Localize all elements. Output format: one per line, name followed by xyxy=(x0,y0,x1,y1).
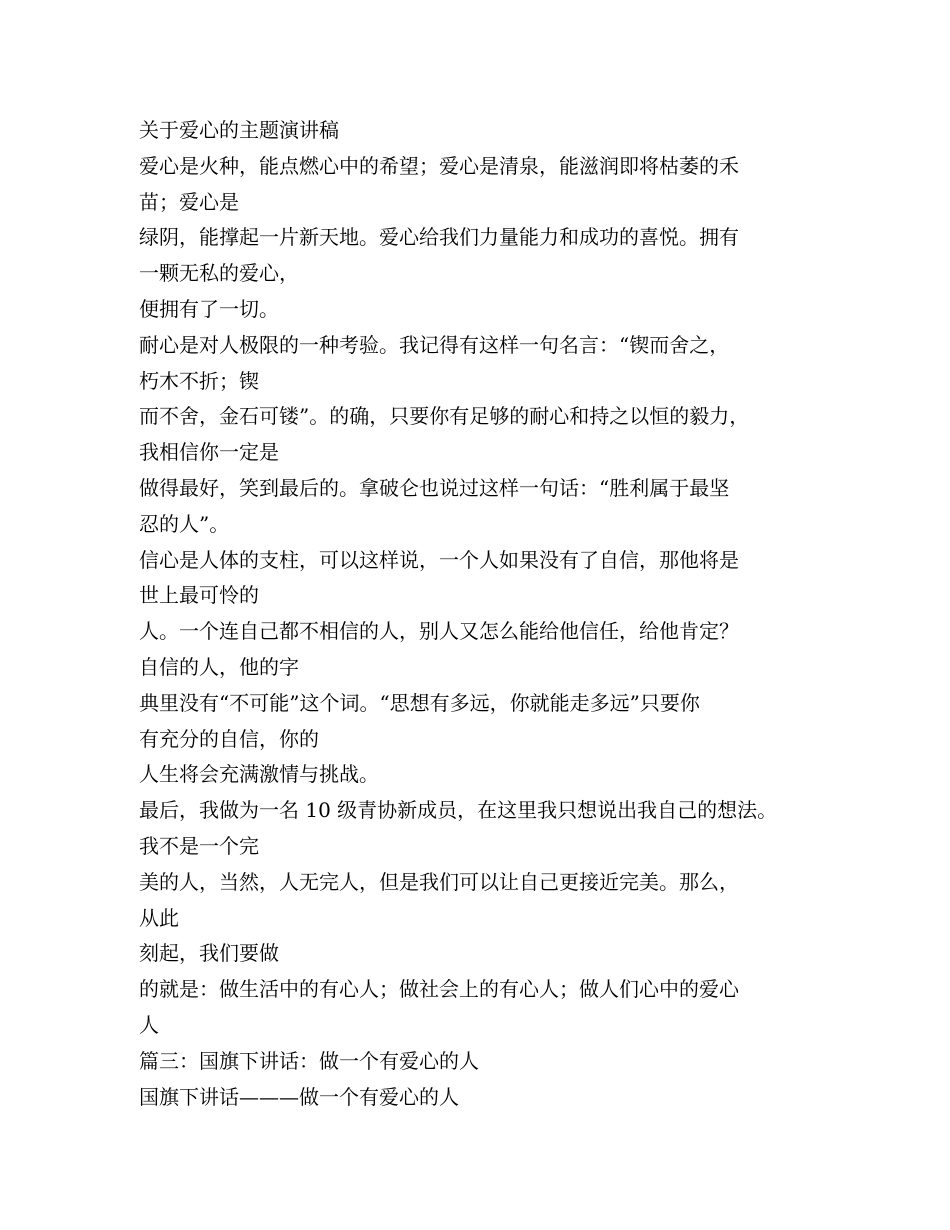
text-line: 人。一个连自己都不相信的人，别人又怎么能给他信任，给他肯定？ xyxy=(139,619,739,644)
text-line: 忍的人”。 xyxy=(139,511,230,536)
text-line: 人 xyxy=(139,1012,159,1037)
text-line: 自信的人，他的字 xyxy=(139,654,299,679)
text-line: 我相信你一定是 xyxy=(139,440,279,465)
section-heading: 篇三：国旗下讲话：做一个有爱心的人 xyxy=(139,1048,479,1073)
text-line: 国旗下讲话———做一个有爱心的人 xyxy=(139,1084,459,1109)
text-line: 美的人，当然，人无完人，但是我们可以让自己更接近完美。那么， xyxy=(139,869,739,894)
text-line: 世上最可怜的 xyxy=(139,583,259,608)
text-line: 的就是：做生活中的有心人；做社会上的有心人；做人们心中的爱心 xyxy=(139,977,739,1002)
text-line: 苗；爱心是 xyxy=(139,189,239,214)
text-line: 绿阴，能撑起一片新天地。爱心给我们力量能力和成功的喜悦。拥有 xyxy=(139,225,739,250)
text-line: 耐心是对人极限的一种考验。我记得有这样一句名言：“锲而舍之， xyxy=(139,332,730,357)
text-line: 最后，我做为一名 10 级青协新成员，在这里我只想说出我自己的想法。 xyxy=(139,798,778,823)
text-line: 而不舍，金石可镂”。的确，只要你有足够的耐心和持之以恒的毅力， xyxy=(139,404,750,429)
text-line: 关于爱心的主题演讲稿 xyxy=(139,118,339,142)
text-line: 爱心是火种，能点燃心中的希望；爱心是清泉，能滋润即将枯萎的禾 xyxy=(139,153,739,178)
text-line: 从此 xyxy=(139,905,179,930)
document-body xyxy=(139,113,839,1115)
text-line: 人生将会充满激情与挑战。 xyxy=(139,762,379,787)
text-line: 朽木不折；锲 xyxy=(139,368,259,393)
text-line: 刻起，我们要做 xyxy=(139,941,279,966)
text-line: 我不是一个完 xyxy=(139,833,259,858)
text-line: 信心是人体的支柱，可以这样说，一个人如果没有了自信，那他将是 xyxy=(139,547,739,572)
text-line: 做得最好，笑到最后的。拿破仑也说过这样一句话：“胜利属于最坚 xyxy=(139,475,730,500)
text-line: 典里没有“不可能”这个词。“思想有多远，你就能走多远”只要你 xyxy=(139,690,700,715)
text-line: 有充分的自信，你的 xyxy=(139,726,319,751)
text-line: 一颗无私的爱心， xyxy=(139,261,299,286)
text-line: 便拥有了一切。 xyxy=(139,296,279,321)
